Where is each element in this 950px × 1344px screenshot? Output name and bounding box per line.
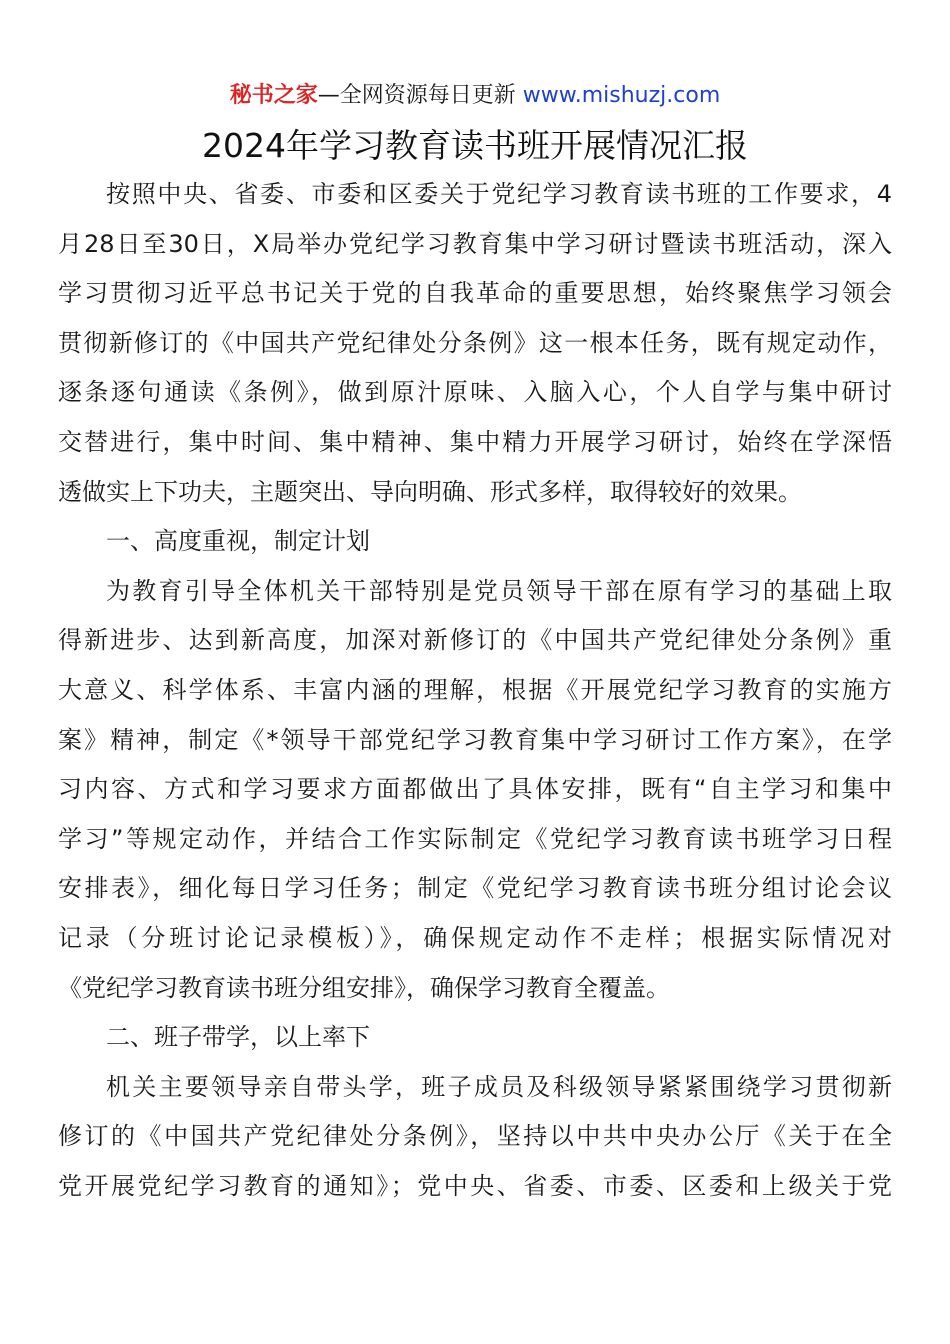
paragraph-line: 交替进行，集中时间、集中精神、集中精力开展学习研讨，始终在学深悟: [58, 427, 892, 456]
paragraph-line: 大意义、科学体系、丰富内涵的理解，根据《开展党纪学习教育的实施方: [58, 675, 892, 704]
paragraph-line: 得新进步、达到新高度，加深对新修订的《中国共产党纪律处分条例》重: [58, 626, 892, 655]
paragraph-line: 案》精神，制定《*领导干部党纪学习教育集中学习研讨工作方案》，在学: [58, 725, 892, 754]
section-heading: 二、班子带学，以上率下: [106, 1023, 370, 1052]
site-header: [0, 80, 950, 112]
document-body: [58, 170, 892, 1211]
paragraph-line: 记录（分班讨论记录模板）》，确保规定动作不走样；根据实际情况对: [58, 923, 892, 952]
section-heading: 一、高度重视，制定计划: [106, 527, 370, 556]
brand-name: 秘书之家: [229, 83, 318, 108]
header-tagline: —全网资源每日更新: [317, 83, 523, 108]
paragraph-line: 学习”等规定动作，并结合工作实际制定《党纪学习教育读书班学习日程: [58, 824, 892, 853]
paragraph-line: 机关主要领导亲自带头学，班子成员及科级领导紧紧围绕学习贯彻新: [106, 1072, 892, 1101]
paragraph-line: 党开展党纪学习教育的通知》；党中央、省委、市委、区委和上级关于党: [58, 1171, 892, 1200]
paragraph-line: 修订的《中国共产党纪律处分条例》，坚持以中共中央办公厅《关于在全: [58, 1122, 892, 1151]
paragraph-line: 《党纪学习教育读书班分组安排》，确保学习教育全覆盖。: [58, 973, 670, 1002]
paragraph-line: 学习贯彻习近平总书记关于党的自我革命的重要思想，始终聚焦学习领会: [58, 279, 892, 308]
paragraph-line: 安排表》，细化每日学习任务；制定《党纪学习教育读书班分组讨论会议: [58, 874, 892, 903]
site-url-link[interactable]: www.mishuzj.com: [522, 83, 721, 108]
paragraph-line: 按照中央、省委、市委和区委关于党纪学习教育读书班的工作要求，4: [106, 180, 892, 208]
paragraph-line: 为教育引导全体机关干部特别是党员领导干部在原有学习的基础上取: [106, 576, 892, 605]
paragraph-line: 透做实上下功夫，主题突出、导向明确、形式多样，取得较好的效果。: [58, 477, 802, 506]
paragraph-line: 习内容、方式和学习要求方面都做出了具体安排，既有“自主学习和集中: [58, 775, 892, 804]
paragraph-line: 月28日至30日，X局举办党纪学习教育集中学习研讨暨读书班活动，深入: [58, 229, 892, 258]
paragraph-line: 逐条逐句通读《条例》，做到原汁原味、入脑入心，个人自学与集中研讨: [58, 378, 892, 407]
paragraph-line: 贯彻新修订的《中国共产党纪律处分条例》这一根本任务，既有规定动作，: [58, 328, 892, 357]
document-title: 2024年学习教育读书班开展情况汇报: [202, 126, 748, 165]
